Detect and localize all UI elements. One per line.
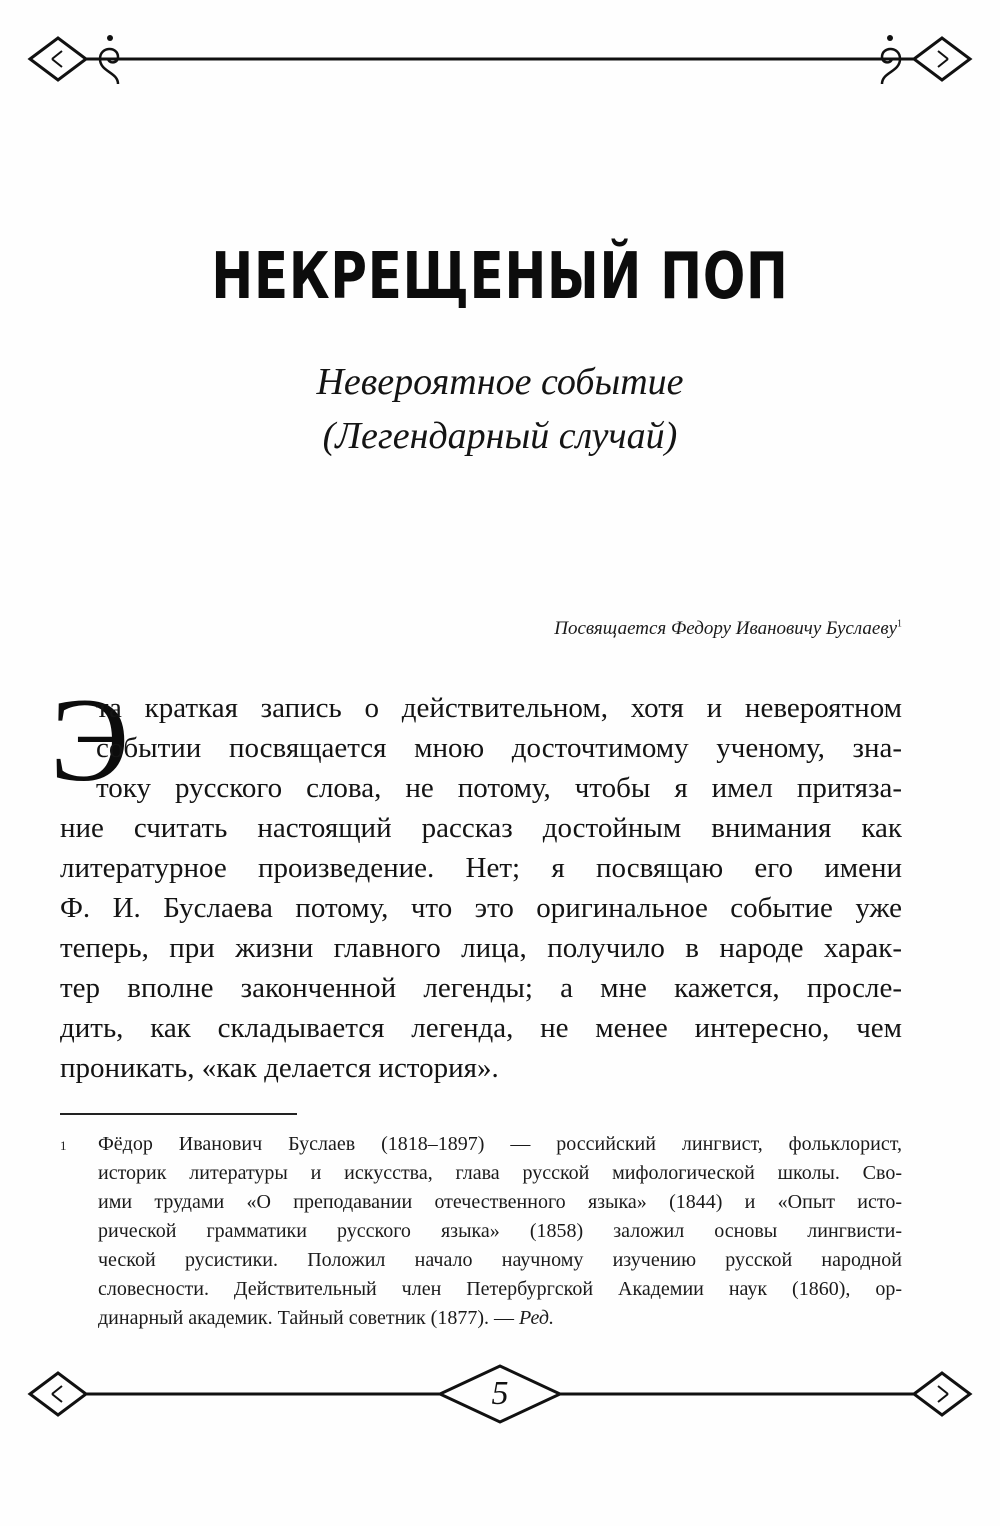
- footnote-line-5: ческой русистики. Положил начало научному изучению русской народной: [98, 1249, 902, 1271]
- body-line-9: дить, как складывается легенда, не менее интересно, чем: [60, 1012, 902, 1044]
- footnote-line-6: словесности. Действительный член Петербургской Академии наук (1860), ор-: [98, 1278, 902, 1300]
- top-left-diamond: [30, 38, 86, 80]
- footnote-line-2: историк литературы и искусства, глава русской мифологической школы. Сво-: [98, 1162, 902, 1184]
- bottom-left-diamond: [30, 1373, 86, 1415]
- page-number: 5: [491, 1375, 509, 1412]
- body-line-3: току русского слова, не потому, чтобы я имел притяза-: [96, 772, 902, 804]
- footnote-line-1: Фёдор Иванович Буслаев (1818–1897) — российский лингвист, фольклорист,: [98, 1133, 902, 1155]
- body-line-6: Ф. И. Буслаева потому, что это оригинальное событие уже: [60, 892, 902, 924]
- body-line-4: ние считать настоящий рассказ достойным внимания как: [60, 812, 902, 844]
- footnote-number: 1: [60, 1138, 67, 1153]
- footnote-editor-mark: Ред.: [519, 1307, 555, 1329]
- bottom-right-diamond: [914, 1373, 970, 1415]
- dedication: [554, 618, 902, 640]
- body-line-7: теперь, при жизни главного лица, получило в народе харак-: [60, 932, 902, 964]
- body-line-1: та краткая запись о действительном, хотя и невероятном: [96, 692, 902, 724]
- drop-cap: Э: [50, 673, 130, 806]
- footnote-line-7: [98, 1304, 902, 1333]
- subtitle-line-2: (Легендарный случай): [322, 415, 678, 457]
- chapter-title: НЕКРЕЩЕНЫЙ ПОП: [211, 240, 789, 314]
- top-right-diamond: [914, 38, 970, 80]
- body-line-8: тер вполне законченной легенды; а мне кажется, просле-: [60, 972, 902, 1004]
- body-line-10: проникать, «как делается история».: [60, 1052, 499, 1084]
- body-line-5: литературное произведение. Нет; я посвящаю его имени: [60, 852, 902, 884]
- footnote-line-3: ими трудами «О преподавании отечественного языка» (1844) и «Опыт исто-: [98, 1191, 902, 1213]
- footnote-line-7-text: динарный академик. Тайный советник (1877). —: [98, 1307, 515, 1329]
- footnote-rule: [60, 1113, 297, 1115]
- footnote-line-4: рической грамматики русского языка» (1858) заложил основы лингвисти-: [98, 1220, 902, 1242]
- dedication-text: Посвящается Федору Ивановичу Буслаеву: [554, 618, 897, 639]
- top-ornament-border: [0, 24, 1000, 94]
- body-line-2: событии посвящается мною досточтимому ученому, зна-: [96, 732, 902, 764]
- dedication-footnote-ref: 1: [897, 618, 902, 630]
- subtitle-line-1: Невероятное событие: [316, 361, 684, 403]
